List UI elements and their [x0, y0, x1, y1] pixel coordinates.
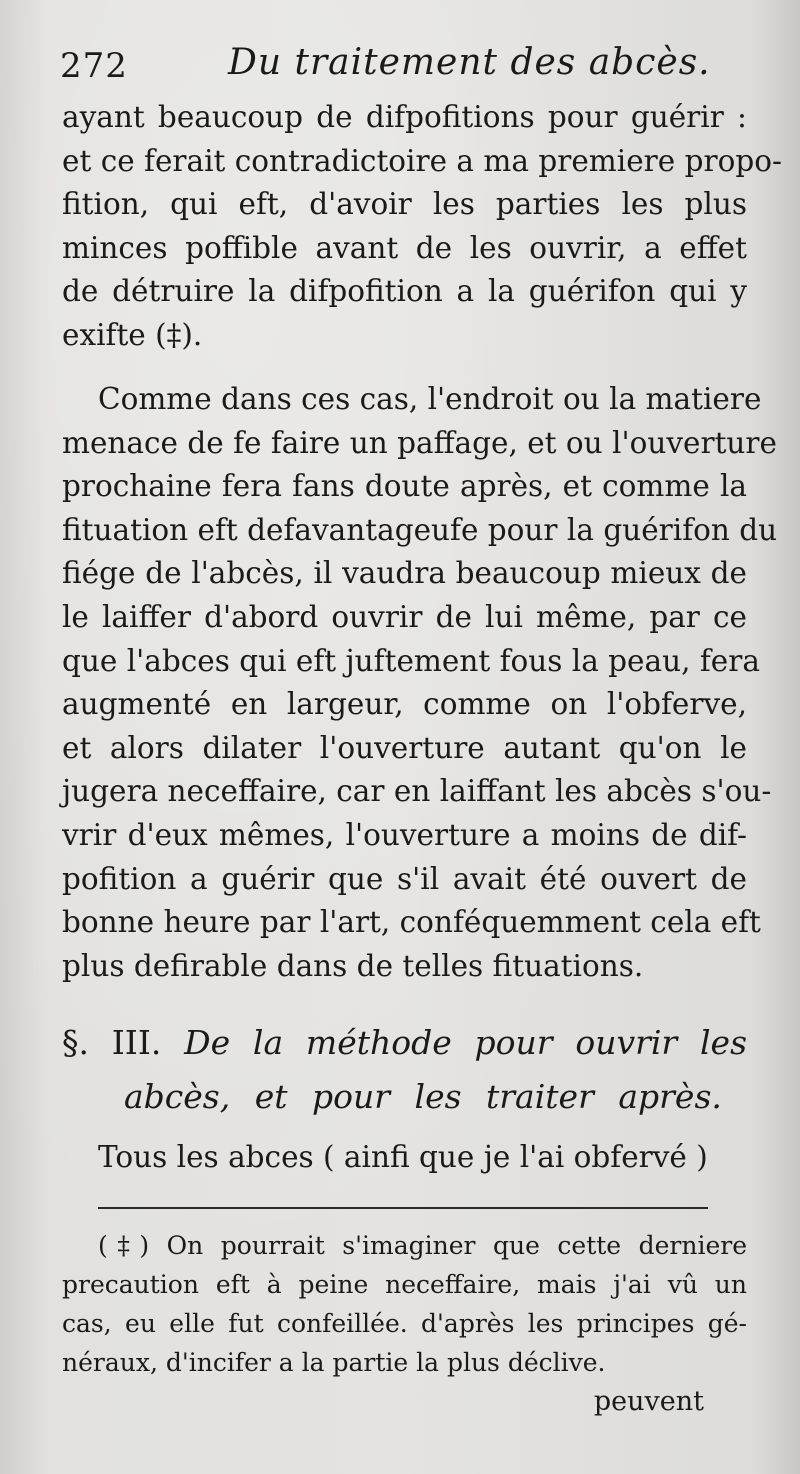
text-line: et alors dilater l'ouverture autant qu'on le [62, 730, 747, 765]
footnote-line: (‡) On pourrait s'imaginer que cette derniere [98, 1231, 747, 1260]
footnote-line: néraux, d'incifer a la partie la plus déclive. [62, 1348, 606, 1377]
page-number: 272 [60, 46, 128, 86]
section-heading [62, 1016, 747, 1124]
section-number: §. III. [62, 1023, 162, 1062]
section-title-line: De la méthode pour ouvrir les [184, 1023, 748, 1062]
footnote-line: cas, eu elle fut confeillée. d'après les principes gé- [62, 1309, 747, 1338]
text-line: plus defirable dans de telles fituations. [62, 948, 644, 983]
text-line: Tous les abces ( ainfi que je l'ai obfervé ) [98, 1140, 708, 1174]
footnote-line: precaution eft à peine neceffaire, mais j'ai vû un [62, 1270, 747, 1299]
text-line: fition, qui eft, d'avoir les parties les plus [62, 187, 747, 222]
text-line: le laiffer d'abord ouvrir de lui même, par ce [62, 599, 747, 634]
text-line: menace de fe faire un paffage, et ou l'ouverture [62, 425, 777, 460]
text-line: augmenté en largeur, comme on l'obferve, [62, 687, 747, 722]
paragraph-continued [62, 96, 782, 358]
text-line: minces poffible avant de les ouvrir, a effet [62, 230, 747, 265]
footnote [62, 1226, 747, 1382]
text-line: exifte (‡). [62, 317, 203, 352]
text-line: pofition a guérir que s'il avait été ouvert de [62, 861, 747, 896]
page-header [60, 42, 750, 98]
text-line: ayant beaucoup de difpofitions pour guérir : [62, 100, 747, 134]
text-line: que l'abces qui eft juftement fous la peau, fera [62, 643, 760, 678]
paragraph [62, 1136, 747, 1180]
text-line: de détruire la difpofition a la guérifon qui y [62, 274, 747, 309]
text-line: fituation eft defavantageufe pour la guérifon du [62, 512, 778, 547]
catchword: peuvent [593, 1386, 704, 1417]
text-line: Comme dans ces cas, l'endroit ou la matiere [98, 382, 762, 416]
text-line: et ce ferait contradictoire a ma premiere propo- [62, 143, 782, 178]
text-line: prochaine fera fans doute après, et comme la [62, 469, 747, 504]
paragraph [62, 378, 778, 988]
section-title-line: abcès, et pour les traiter après. [124, 1077, 722, 1116]
running-head: Du traitement des abcès. [228, 42, 711, 83]
text-line: fiége de l'abcès, il vaudra beaucoup mieux de [62, 556, 747, 591]
text-line: jugera neceffaire, car en laiffant les abcès s'ou- [62, 774, 772, 809]
footnote-divider [98, 1207, 708, 1209]
text-line: vrir d'eux mêmes, l'ouverture a moins de dif- [62, 817, 747, 852]
text-line: bonne heure par l'art, conféquemment cela eft [62, 905, 761, 940]
